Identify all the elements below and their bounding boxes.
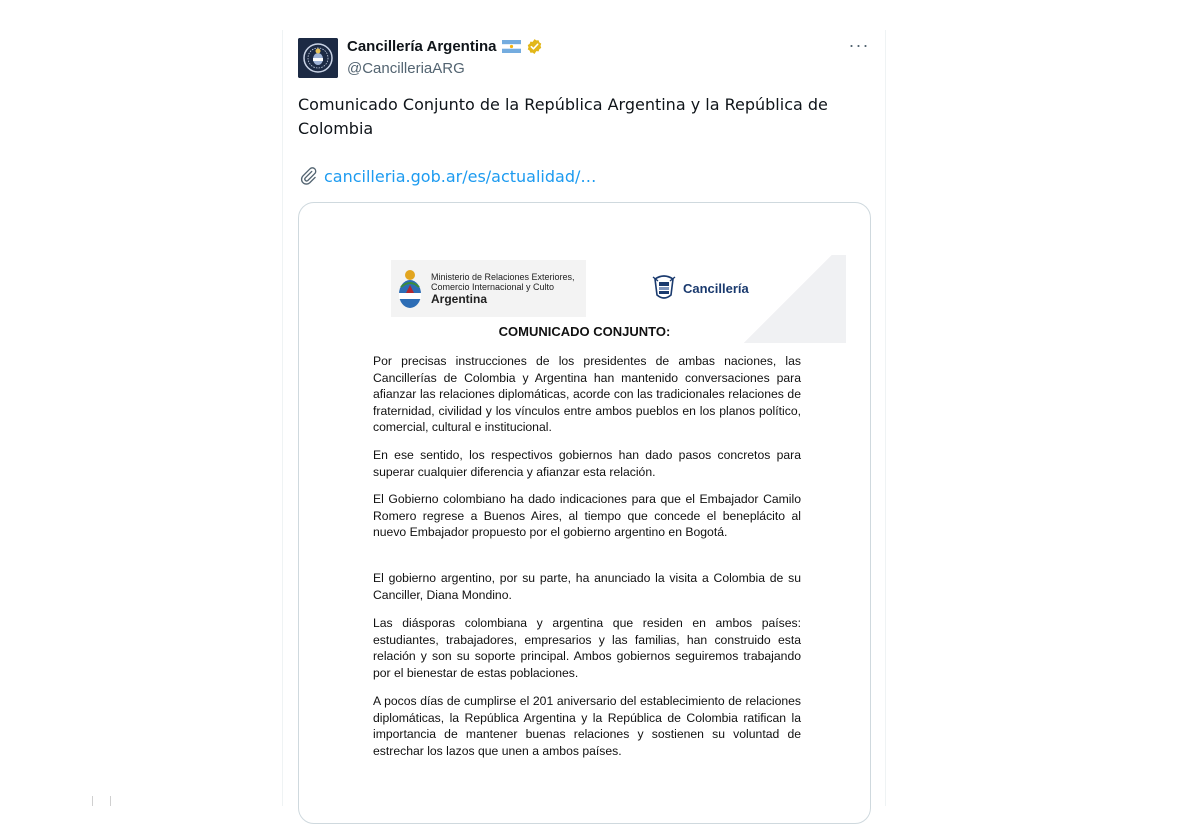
document-paragraph-5: Las diásporas colombiana y argentina que residen en ambos países: estudiantes, trabajadores, empresarios y las familias, han construido esta relación y son su soporte principal. Ambos gobiernos seguiremos trabajando por el bienestar de estas poblaciones. [373, 616, 801, 680]
account-handle[interactable]: @CancilleriaARG [347, 60, 465, 77]
ministry-line-2: Comercio Internacional y Culto [431, 281, 555, 292]
ministry-line-1: Ministerio de Relaciones Exteriores, [431, 271, 575, 282]
colombia-coat-of-arms-icon [651, 273, 677, 303]
document-image [299, 203, 870, 823]
colombia-cancilleria-logo [651, 273, 749, 303]
ministry-line-3: Argentina [431, 291, 488, 306]
account-name-row[interactable] [347, 38, 543, 55]
tweet-text: Comunicado Conjunto de la República Argentina y la República de Colombia [298, 95, 828, 138]
document-paragraph-3: El Gobierno colombiano ha dado indicaciones para que el Embajador Camilo Romero regrese a Buenos Aires, al tiempo que concede el beneplácito al nuevo Embajador propuesto por el gobierno argentino en Bogotá. [373, 492, 801, 539]
argentina-coat-of-arms-icon [397, 267, 423, 311]
document-title: COMUNICADO CONJUNTO: [498, 324, 671, 339]
argentina-ministry-text [431, 272, 575, 306]
verified-badge-icon [526, 38, 543, 55]
argentina-seal-icon [298, 38, 338, 78]
cancilleria-logo-text: Cancillería [683, 280, 749, 296]
tweet-link[interactable] [298, 166, 596, 186]
document-paragraph-2: En ese sentido, los respectivos gobiernos han dado pasos concretos para superar cualquier diferencia y afianzar esta relación. [373, 448, 801, 479]
more-options-button[interactable]: ··· [848, 35, 870, 55]
display-name[interactable]: Cancillería Argentina [347, 38, 497, 55]
avatar[interactable] [298, 38, 338, 78]
paperclip-icon [298, 166, 318, 186]
document-paragraph-4: El gobierno argentino, por su parte, ha anunciado la visita a Colombia de su Canciller, Diana Mondino. [373, 571, 801, 602]
argentina-flag-icon [502, 40, 521, 53]
divider [110, 796, 111, 806]
divider [92, 796, 93, 806]
media-card[interactable] [298, 202, 871, 824]
link-text[interactable]: cancilleria.gob.ar/es/actualidad/… [324, 166, 597, 186]
document-paragraph-6: A pocos días de cumplirse el 201 aniversario del establecimiento de relaciones diplomáticas, la República Argentina y la República de Colombia ratifican la importancia de mantener buenas relaciones y sostienen su voluntad de estrechar los lazos que unen a ambos países. [373, 694, 801, 758]
document-paragraph-1: Por precisas instrucciones de los presidentes de ambas naciones, las Cancillerías de Colombia y Argentina han mantenido conversaciones para afianzar las relaciones diplomáticas, acorde con las tradicionales relaciones de fraternidad, civilidad y los vínculos entre ambos pueblos en los planos político, comercial, cultural e institucional. [373, 354, 801, 434]
argentina-ministry-logo [391, 260, 586, 317]
